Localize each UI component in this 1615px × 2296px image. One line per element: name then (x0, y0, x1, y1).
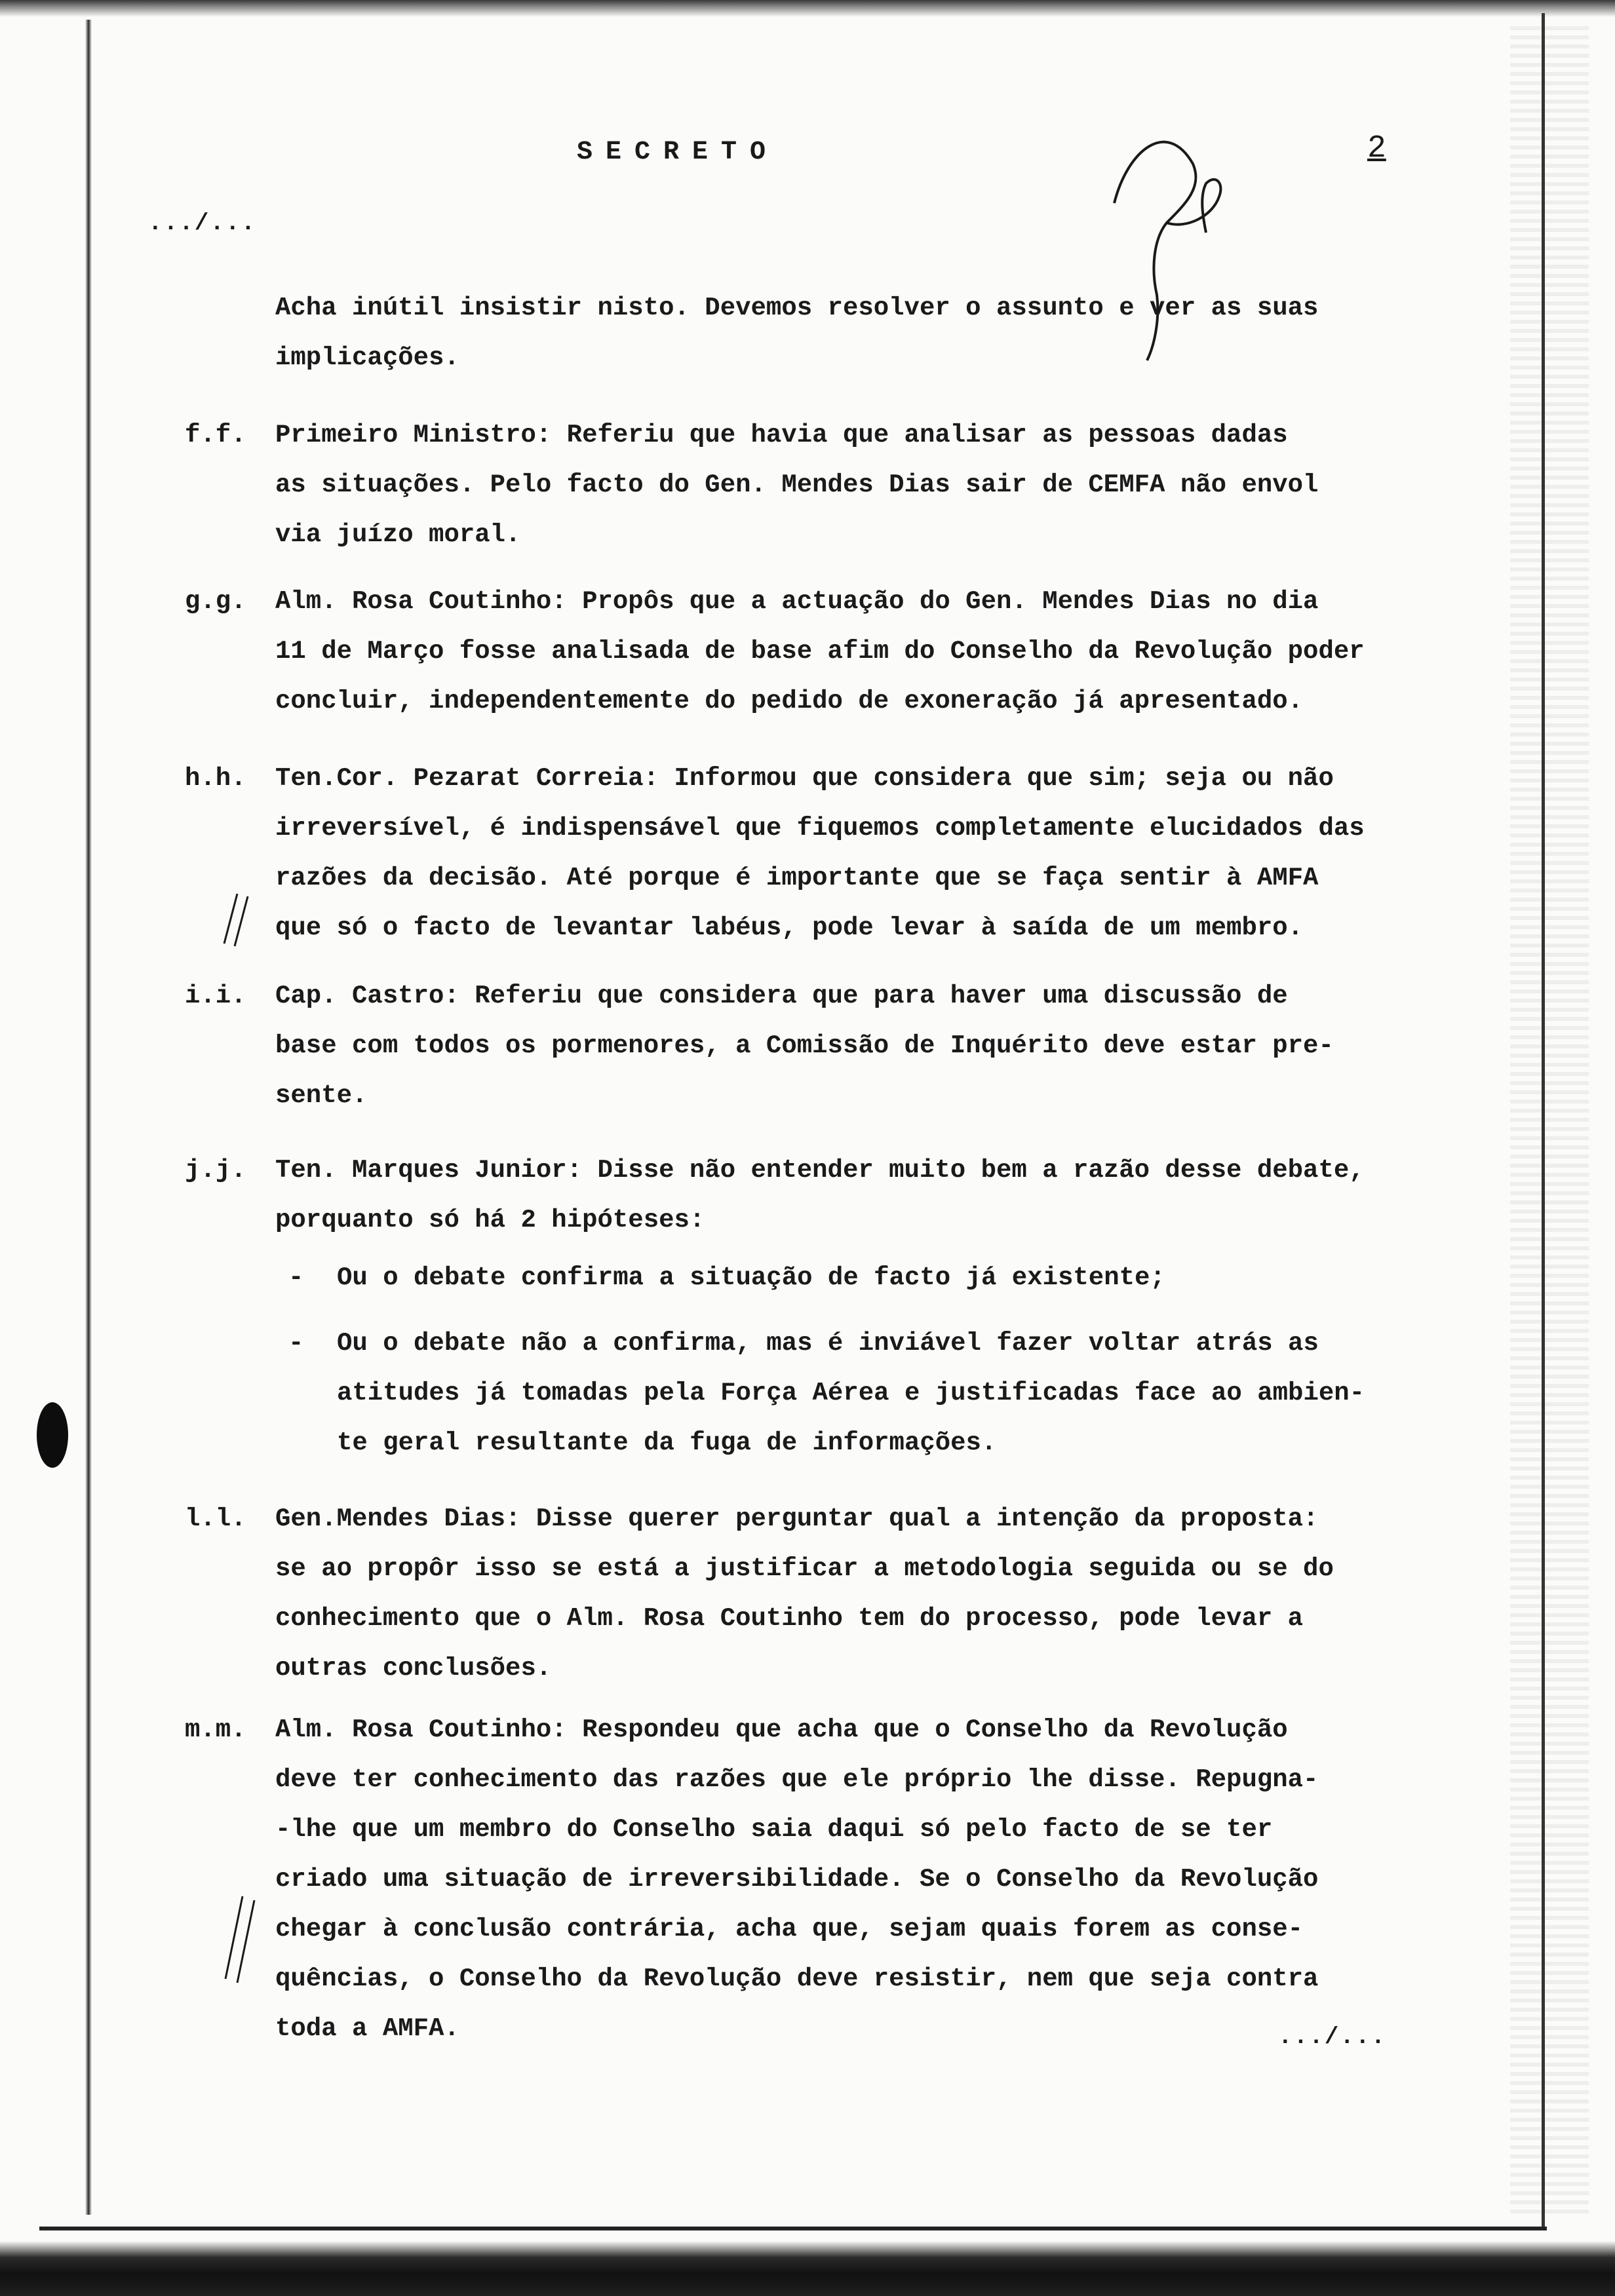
entry-line: Gen.Mendes Dias: Disse querer perguntar qual a intenção da proposta: (275, 1504, 1319, 1533)
intro-line: Acha inútil insistir nisto. Devemos resolver o assunto e ver as suas (275, 294, 1319, 322)
entry-paragraph (275, 1145, 1365, 1245)
entry-paragraph (275, 754, 1365, 953)
entry-line: 11 de Março fosse analisada de base afim do Conselho da Revolução poder (275, 637, 1365, 666)
list-item-line: Ou o debate confirma a situação de facto já existente; (337, 1263, 1165, 1292)
scan-edge-bottom-line (39, 2227, 1547, 2230)
handwritten-margin-mark (216, 1894, 262, 1985)
classification-header: SECRETO (577, 138, 779, 167)
entry-line: razões da decisão. Até porque é importante que se faça sentir à AMFA (275, 864, 1319, 892)
entry-line: que só o facto de levantar labéus, pode levar à saída de um membro. (275, 913, 1304, 942)
list-item-line: Ou o debate não a confirma, mas é inviável fazer voltar atrás as (337, 1329, 1319, 1358)
entry-label: f.f. (185, 421, 246, 450)
entry-paragraph (275, 971, 1334, 1120)
entry-paragraph (275, 1705, 1318, 2054)
entry-line: as situações. Pelo facto do Gen. Mendes Dias sair de CEMFA não envol (275, 470, 1319, 499)
entry-line: concluir, independentemente do pedido de exoneração já apresentado. (275, 687, 1304, 716)
entry-label: i.i. (185, 982, 246, 1010)
list-item-line: te geral resultante da fuga de informações. (337, 1428, 997, 1457)
entry-line: Alm. Rosa Coutinho: Propôs que a actuação do Gen. Mendes Dias no dia (275, 587, 1319, 616)
continuation-marker-top: .../... (148, 210, 257, 237)
list-dash: - (288, 1263, 304, 1292)
entry-line: -lhe que um membro do Conselho saia daqui só pelo facto de se ter (275, 1815, 1273, 1844)
entry-line: irreversível, é indispensável que fiquemos completamente elucidados das (275, 814, 1365, 843)
list-item (288, 1253, 1365, 1303)
entry-paragraph (275, 1494, 1334, 1693)
handwritten-margin-mark (216, 891, 256, 950)
scan-edge-top (0, 0, 1615, 17)
entry-line: outras conclusões. (275, 1654, 552, 1683)
entry-line: se ao propôr isso se está a justificar a metodologia seguida ou se do (275, 1554, 1334, 1583)
list-item (288, 1318, 1365, 1468)
entry-line: Ten.Cor. Pezarat Correia: Informou que considera que sim; seja ou não (275, 764, 1334, 793)
entry-line: porquanto só há 2 hipóteses: (275, 1206, 705, 1234)
intro-line: implicações. (275, 343, 459, 372)
list-item-line: atitudes já tomadas pela Força Aérea e justificadas face ao ambien- (337, 1379, 1365, 1407)
entry-line: Cap. Castro: Referiu que considera que para haver uma discussão de (275, 982, 1288, 1010)
entry-line: Alm. Rosa Coutinho: Respondeu que acha que o Conselho da Revolução (275, 1715, 1288, 1744)
entry-line: chegar à conclusão contrária, acha que, sejam quais forem as conse- (275, 1915, 1304, 1943)
punch-hole (37, 1402, 68, 1468)
entry-label: g.g. (185, 587, 246, 616)
entry-line: base com todos os pormenores, a Comissão de Inquérito deve estar pre- (275, 1031, 1334, 1060)
entry-line: Primeiro Ministro: Referiu que havia que analisar as pessoas dadas (275, 421, 1288, 450)
entry-label: j.j. (185, 1156, 246, 1185)
entry-line: quências, o Conselho da Revolução deve resistir, nem que seja contra (275, 1964, 1319, 1993)
entry-line: toda a AMFA. (275, 2014, 459, 2043)
entry-line: criado uma situação de irreversibilidade. Se o Conselho da Revolução (275, 1865, 1319, 1894)
entry-label: m.m. (185, 1715, 246, 1744)
scan-edge-left (85, 20, 92, 2215)
entry-line: via juízo moral. (275, 520, 521, 549)
page-number: 2 (1367, 131, 1386, 166)
hypotheses-list (288, 1253, 1365, 1468)
entry-line: conhecimento que o Alm. Rosa Coutinho tem do processo, pode levar a (275, 1604, 1304, 1633)
scan-edge-right-line (1542, 13, 1545, 2228)
scan-edge-bottom (0, 2241, 1615, 2296)
entry-line: sente. (275, 1081, 368, 1110)
entry-paragraph (275, 410, 1318, 560)
entry-line: deve ter conhecimento das razões que ele próprio lhe disse. Repugna- (275, 1765, 1319, 1794)
scan-edge-right (1510, 26, 1589, 2215)
entry-paragraph (275, 577, 1365, 726)
entry-line: Ten. Marques Junior: Disse não entender muito bem a razão desse debate, (275, 1156, 1365, 1185)
entry-label: l.l. (185, 1504, 246, 1533)
intro-paragraph (275, 283, 1318, 383)
list-dash: - (288, 1329, 304, 1358)
continuation-marker-bottom: .../... (1278, 2023, 1387, 2050)
entry-label: h.h. (185, 764, 246, 793)
